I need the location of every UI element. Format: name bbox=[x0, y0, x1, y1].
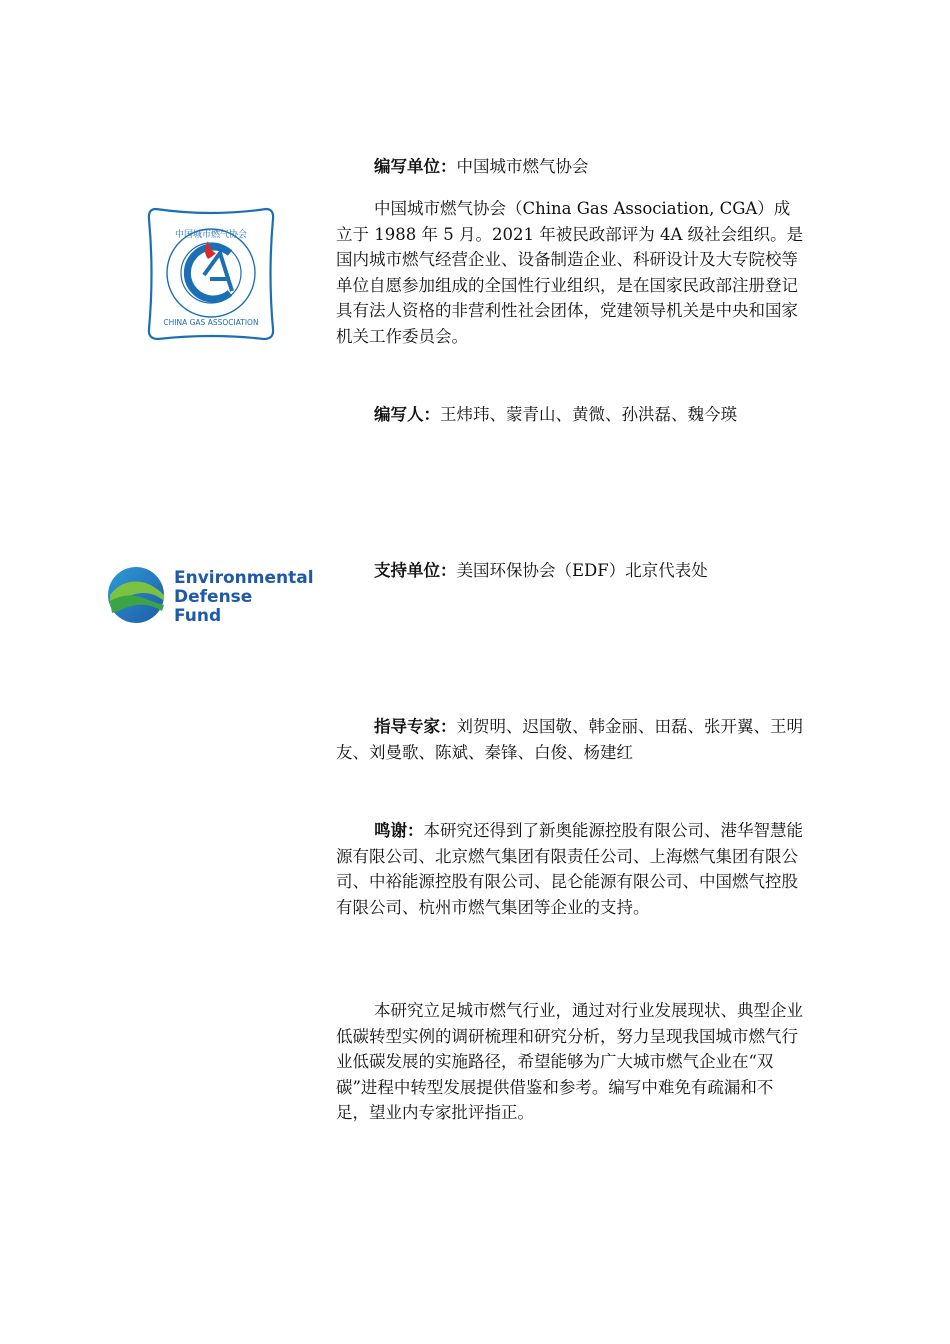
authors-label: 编写人： bbox=[374, 405, 440, 424]
compiler-label: 编写单位： bbox=[374, 157, 457, 176]
supporter-label: 支持单位： bbox=[374, 561, 457, 580]
edf-line2: Defense bbox=[174, 587, 253, 607]
experts-line bbox=[336, 714, 806, 765]
cga-ring-text: 中国城市燃气协会 bbox=[174, 230, 248, 240]
thanks-label: 鸣谢： bbox=[374, 821, 424, 840]
closing-text: 本研究立足城市燃气行业，通过对行业发展现状、典型企业低碳转型实例的调研梳理和研究分析，努力呈现我国城市燃气行业低碳发展的实施路径，希望能够为广大城市燃气企业在“双碳”进程中转型发展提供借鉴和参考。编写中难免有疏漏和不足，望业内专家批评指正。 bbox=[336, 1001, 803, 1123]
thanks-line bbox=[336, 818, 806, 920]
authors-value: 王炜玮、蒙青山、黄微、孙洪磊、魏今瑛 bbox=[440, 405, 737, 424]
edf-line1: Environmental bbox=[174, 568, 314, 588]
supporter-line bbox=[336, 558, 806, 584]
cga-ring-text-en: CHINA GAS ASSOCIATION bbox=[163, 318, 259, 327]
supporter-value: 美国环保协会（EDF）北京代表处 bbox=[456, 561, 708, 580]
experts-value: 刘贺明、迟国敬、韩金丽、田磊、张开翼、王明友、刘曼歌、陈斌、秦锋、白俊、杨建红 bbox=[336, 717, 803, 762]
cga-intro-text: 中国城市燃气协会（China Gas Association, CGA）成立于 1988 年 5 月。2021 年被民政部评为 4A 级社会组织。是国内城市燃气经营企业、设备制造企业、科研设计及大专院校等单位自愿参加组成的全国性行业组织，是在国家民政部注册登记具有法人资格的非营利性社会团体，党建领导机关是中央和国家机关工作委员会。 bbox=[336, 199, 804, 346]
edf-logo bbox=[106, 565, 320, 625]
compiler-value: 中国城市燃气协会 bbox=[456, 157, 589, 176]
cga-intro bbox=[336, 196, 806, 350]
cga-logo bbox=[146, 205, 276, 343]
authors-line bbox=[336, 402, 806, 428]
compiler-line bbox=[336, 154, 806, 180]
experts-label: 指导专家： bbox=[374, 717, 457, 736]
edf-line3: Fund bbox=[174, 606, 222, 625]
thanks-value: 本研究还得到了新奥能源控股有限公司、港华智慧能源有限公司、北京燃气集团有限责任公司、上海燃气集团有限公司、中裕能源控股有限公司、昆仑能源有限公司、中国燃气控股有限公司、杭州市燃气集团等企业的支持。 bbox=[336, 821, 803, 917]
closing-paragraph bbox=[336, 998, 806, 1126]
